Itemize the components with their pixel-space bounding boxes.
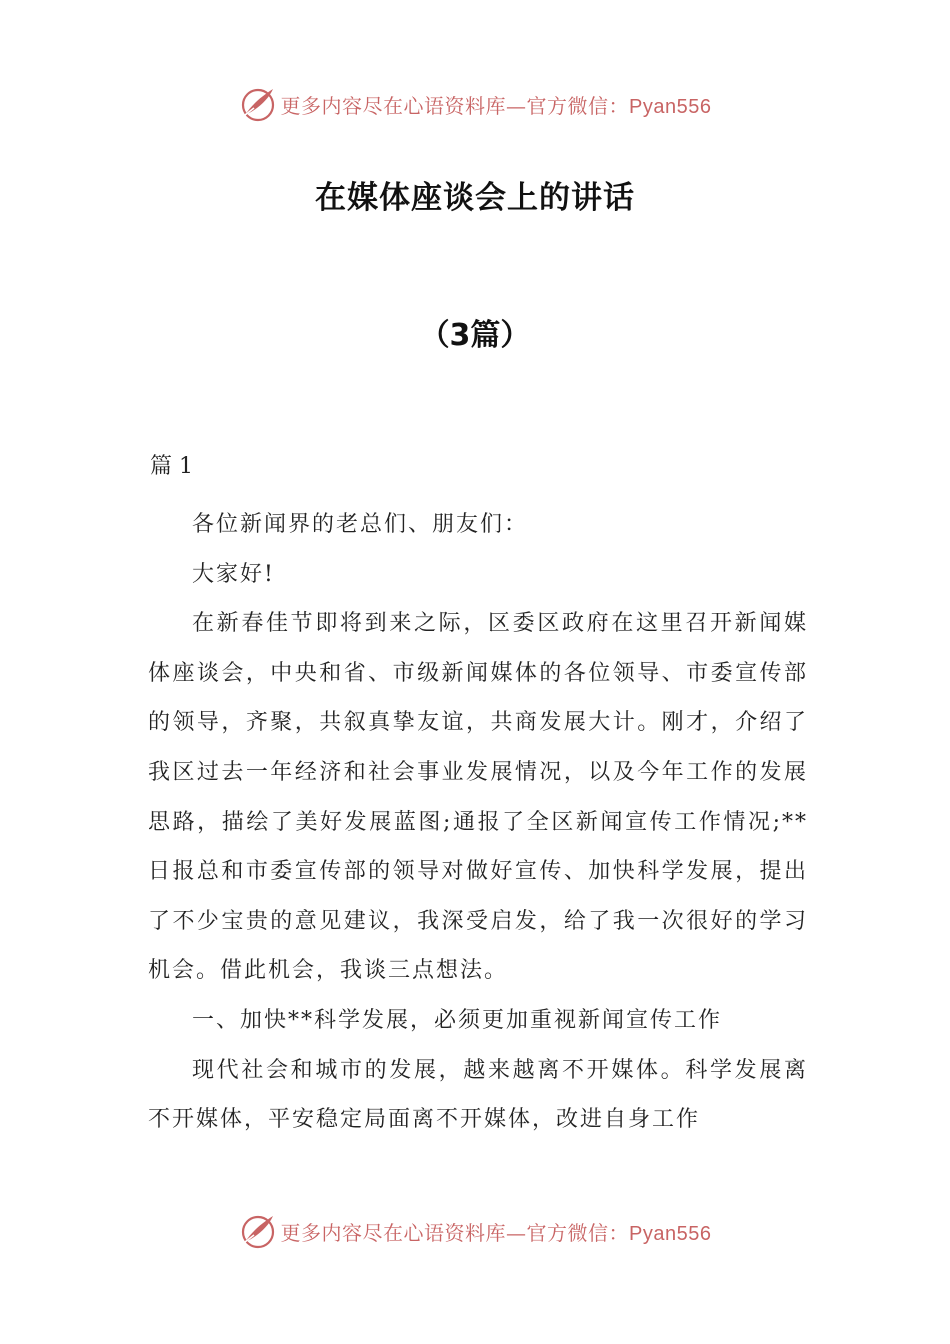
watermark-footer [0,1209,950,1253]
document-body [148,500,808,1145]
watermark-handle: Pyan556 [629,95,712,118]
section-label: 篇 1 [150,454,193,479]
paragraph-heading-one: 一、加快**科学发展，必须更加重视新闻宣传工作 [192,1007,723,1033]
paragraph-media: 现代社会和城市的发展，越来越离不开媒体。科学发展离不开媒体，平安稳定局面离不开媒体，改进自身工作 [148,1057,808,1133]
document-title: 在媒体座谈会上的讲话 [315,180,635,216]
watermark-header [0,82,950,126]
quill-logo-icon [239,1211,279,1251]
document-subtitle: （3篇） [419,318,531,353]
watermark-text: 更多内容尽在心语资料库—官方微信：Pyan556 [280,93,712,118]
watermark-handle: Pyan556 [629,1222,712,1245]
paragraph-greeting: 大家好! [192,561,275,587]
paragraph-salutation: 各位新闻界的老总们、朋友们： [192,512,529,537]
watermark-text: 更多内容尽在心语资料库—官方微信：Pyan556 [280,1220,712,1245]
paragraph-intro: 在新春佳节即将到来之际，区委区政府在这里召开新闻媒体座谈会，中央和省、市级新闻媒体的各位领导、市委宣传部的领导，齐聚，共叙真挚友谊，共商发展大计。刚才，介绍了我区过去一年经济和社会事业发展情况，以及今年工作的发展思路，描绘了美好发展蓝图;通报了全区新闻宣传工作情况;**日报总和市委宣传部的领导对做好宣传、加快科学发展，提出了不少宝贵的意见建议，我深受启发，给了我一次很好的学习机会。借此机会，我谈三点想法。 [148,611,808,984]
quill-logo-icon [239,84,279,124]
